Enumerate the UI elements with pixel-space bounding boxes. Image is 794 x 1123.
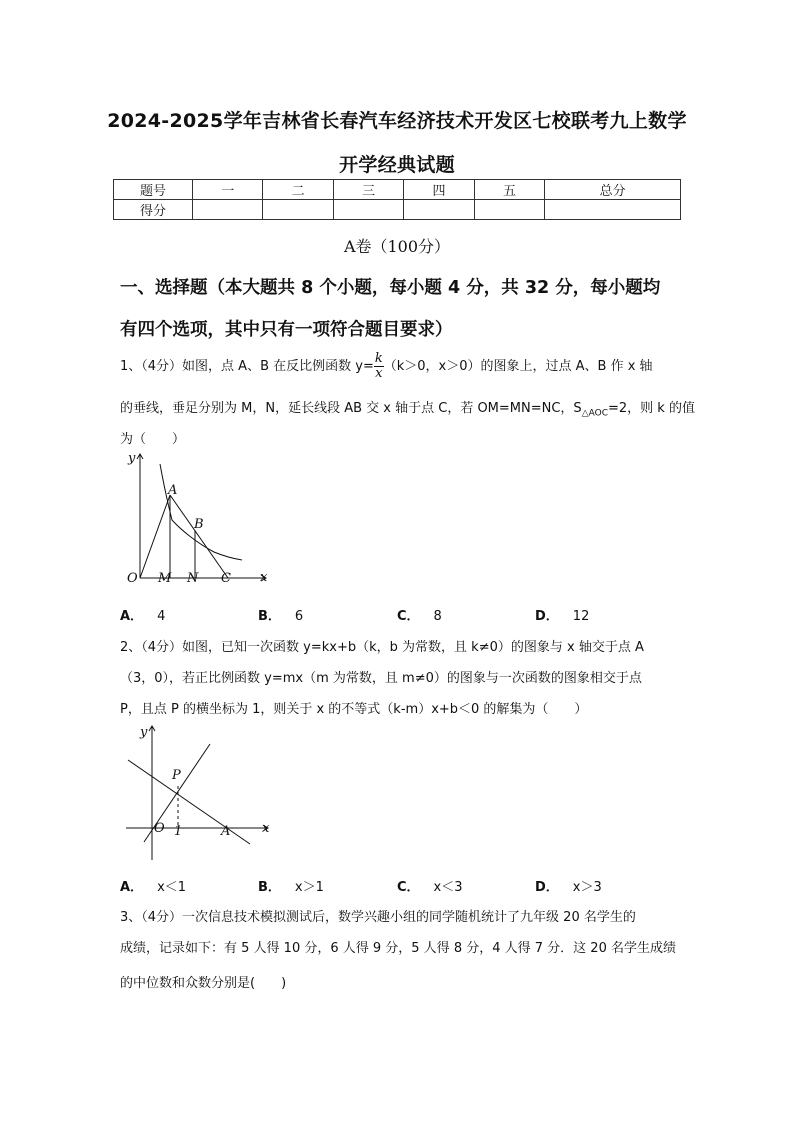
q1-line1 [120, 352, 653, 381]
q2-option-a[interactable] [120, 876, 186, 895]
score-table-header-row [114, 180, 681, 200]
option-letter: B． [258, 880, 281, 895]
point-B-label: B [194, 517, 204, 532]
q3-line1: 3、（4分）一次信息技术模拟测试后，数学兴趣小组的同学随机统计了九年级 20 名学生的 [120, 910, 636, 925]
q2-line3: P，且点 P 的横坐标为 1，则关于 x 的不等式（k-m）x+b＜0 的解集为（ ） [120, 702, 588, 717]
section1-heading-line2: 有四个选项，其中只有一项符合题目要求） [120, 320, 453, 340]
option-letter: B． [258, 609, 281, 624]
y-axis-label: y [140, 725, 148, 740]
score-cell: 二 [263, 180, 333, 200]
q1-option-c[interactable] [397, 605, 442, 624]
q2-figure [118, 722, 278, 864]
hyperbola-curve [160, 464, 242, 560]
q3-line2: 成绩，记录如下：有 5 人得 10 分，6 人得 9 分，5 人得 8 分，4 人得 7 分．这 20 名学生成绩 [120, 941, 676, 956]
option-text: 6 [294, 609, 304, 624]
score-cell: 一 [193, 180, 263, 200]
point-M-label: M [158, 571, 172, 586]
score-cell: 五 [474, 180, 544, 200]
q1-prefix: 1、（4分）如图，点 A、B 在反比例函数 y= [120, 359, 374, 374]
segment-AC [170, 495, 228, 578]
point-A-label: A [168, 483, 178, 498]
score-blank [404, 200, 474, 220]
option-letter: D． [535, 880, 559, 895]
option-letter: A． [120, 880, 144, 895]
score-cell: 总分 [545, 180, 681, 200]
q1-option-a[interactable] [120, 605, 165, 624]
option-text: 4 [157, 609, 166, 624]
exam-title-line2: 开学经典试题 [339, 154, 455, 176]
option-text: 12 [572, 609, 590, 624]
frac-denominator: x [375, 366, 383, 381]
q3-line3: 的中位数和众数分别是( ) [120, 976, 287, 991]
frac-numerator: k [374, 351, 383, 366]
option-letter: C． [397, 609, 420, 624]
score-row-label: 得分 [114, 200, 193, 220]
origin-label: O [127, 571, 138, 586]
point-N-label: N [187, 571, 199, 586]
point-P-label: P [172, 768, 181, 783]
origin-label: O [154, 821, 165, 836]
q2-option-d[interactable] [535, 876, 602, 895]
segment-OA [140, 495, 170, 578]
k-over-x-fraction [374, 352, 384, 381]
q1-option-b[interactable] [258, 605, 303, 624]
q1-option-d[interactable] [535, 605, 589, 624]
option-text: x＞1 [294, 880, 324, 895]
point-A-label: A [221, 824, 231, 839]
option-letter: C． [397, 880, 420, 895]
score-cell: 三 [333, 180, 403, 200]
line-y-kx-b [128, 760, 250, 844]
point-C-label: C [221, 571, 231, 586]
score-cell: 四 [404, 180, 474, 200]
score-blank [263, 200, 333, 220]
x-axis-label: x [262, 821, 270, 836]
q2-option-c[interactable] [397, 876, 463, 895]
score-blank [333, 200, 403, 220]
score-cell: 题号 [114, 180, 193, 200]
q2-option-b[interactable] [258, 876, 324, 895]
option-letter: D． [535, 609, 559, 624]
q1-figure [118, 448, 278, 590]
y-axis-label: y [128, 451, 136, 466]
option-text: x＜3 [433, 880, 463, 895]
q1-line2-a: 的垂线，垂足分别为 M，N，延长线段 AB 交 x 轴于点 C，若 OM=MN=NC，S [120, 401, 582, 416]
score-table [113, 179, 681, 220]
option-text: 8 [433, 609, 442, 624]
q2-line1: 2、（4分）如图，已知一次函数 y=kx+b（k，b 为常数，且 k≠0）的图象与 x 轴交于点 A [120, 640, 644, 655]
q2-line2: （3，0），若正比例函数 y=mx（m 为常数，且 m≠0）的图象与一次函数的图象相交于点 [120, 671, 642, 686]
q1-area-subscript: △AOC [581, 408, 608, 419]
score-blank [545, 200, 681, 220]
score-blank [193, 200, 263, 220]
q1-line3: 为（ ） [120, 432, 186, 447]
tick-one-label: 1 [174, 824, 183, 839]
score-table-score-row [114, 200, 681, 220]
option-text: x＞3 [572, 880, 602, 895]
score-blank [474, 200, 544, 220]
q1-line2-b: =2，则 k 的值 [607, 401, 695, 416]
volume-label: A卷（100分） [343, 237, 451, 256]
q1-line2 [120, 397, 695, 419]
option-letter: A． [120, 609, 144, 624]
x-axis-label: x [260, 570, 268, 585]
q1-suffix: （k＞0，x＞0）的图象上，过点 A、B 作 x 轴 [383, 359, 653, 374]
exam-title-line1: 2024-2025学年吉林省长春汽车经济技术开发区七校联考九上数学 [107, 110, 687, 132]
section1-heading-line1: 一、选择题（本大题共 8 个小题，每小题 4 分，共 32 分，每小题均 [120, 278, 661, 298]
option-text: x＜1 [157, 880, 187, 895]
